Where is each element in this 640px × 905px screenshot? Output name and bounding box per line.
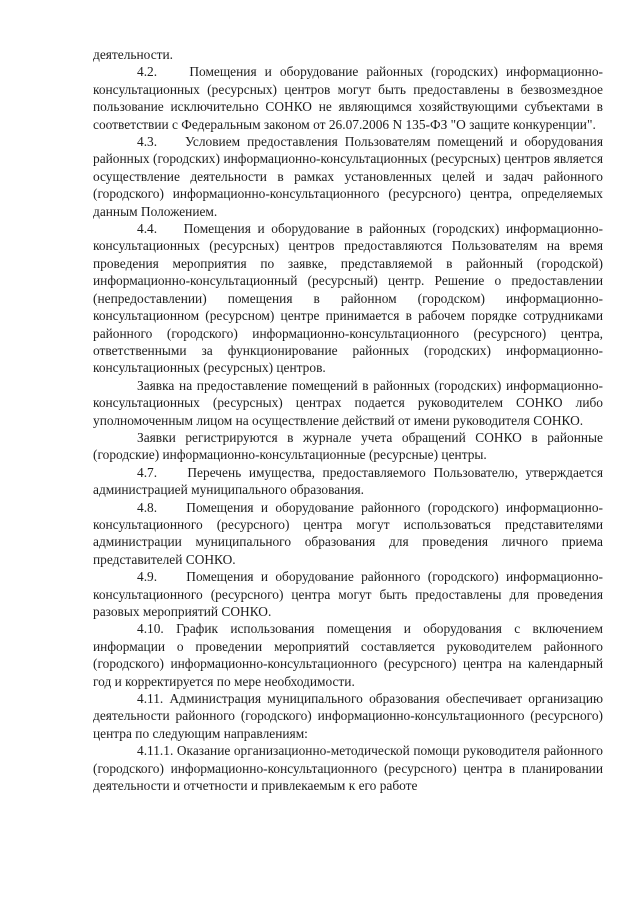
paragraph-registration: Заявки регистрируются в журнале учета обращений СОНКО в районные (городские) информационно-консультационные (ресурсные) центры. (93, 429, 603, 463)
document-body (93, 46, 603, 794)
paragraph-4-9: 4.9. Помещения и оборудование районного (городского) информационно-консультационного (ресурсного) центра могут быть предоставлены для проведения разовых мероприятий СОНКО. (93, 569, 603, 619)
paragraph-continuation: деятельности. (93, 47, 174, 62)
paragraph-4-10: 4.10. График использования помещения и оборудования с включением информации о проведении мероприятий составляется руководителем районного (городского) информационно-консультационного (ресурсного) центра на календарный год и корректируется по мере необходимости. (93, 621, 603, 689)
paragraph-4-7: 4.7. Перечень имущества, предоставляемого Пользователю, утверждается администрацией муниципального образования. (93, 464, 603, 498)
paragraph-application: Заявка на предоставление помещений в районных (городских) информационно-консультационных (ресурсных) центрах подается руководителем СОНКО либо уполномоченным лицом на осуществление действий от имени руководителя СОНКО. (93, 377, 603, 428)
paragraph-4-8: 4.8. Помещения и оборудование районного (городского) информационно-консультационного (ресурсного) центра могут использоваться представителями администрации муниципального образования для проведения личного приема представителей СОНКО. (93, 499, 603, 567)
paragraph-4-11-1: 4.11.1. Оказание организационно-методической помощи руководителя районного (городского) информационно-консультационного (ресурсного) центра в планировании деятельности и отчетности и привлекаемым к его работе (93, 743, 603, 794)
paragraph-4-11: 4.11. Администрация муниципального образования обеспечивает организацию деятельности районного (городского) информационно-консультационного (ресурсного) центра по следующим направлениям: (93, 691, 603, 741)
paragraph-4-2: 4.2. Помещения и оборудование районных (городских) информационно-консультационных (ресурсных) центров могут быть предоставлены в безвозмездное пользование исключительно СОНКО не являющимся хозяйствующими субъектами в соответствии с Федеральным законом от 26.07.2006 N 135-ФЗ "О защите конкуренции". (93, 64, 603, 132)
paragraph-4-3: 4.3. Условием предоставления Пользователям помещений и оборудования районных (городских) информационно-консультационных (ресурсных) центров является осуществление деятельности в рамках установленных целей и задач районного (городского) информационно-консультационного (ресурсного) центра, определяемых данным Положением. (93, 134, 603, 219)
paragraph-4-4: 4.4. Помещения и оборудование в районных (городских) информационно-консультационных (ресурсных) центров предоставляются Пользователям на время проведения мероприятия по заявке, представляемой в районный (городской) информационно-консультационный (ресурсный) центр. Решение о предоставлении (непредоставлении) помещения в районном (городском) информационно-консультационном (ресурсном) центре принимается в рабочем порядке сотрудниками районного (городского) информационно-консультационного (ресурсного) центра, ответственными за функционирование районных (городских) информационно-консультационных (ресурсных) центров. (93, 221, 603, 376)
